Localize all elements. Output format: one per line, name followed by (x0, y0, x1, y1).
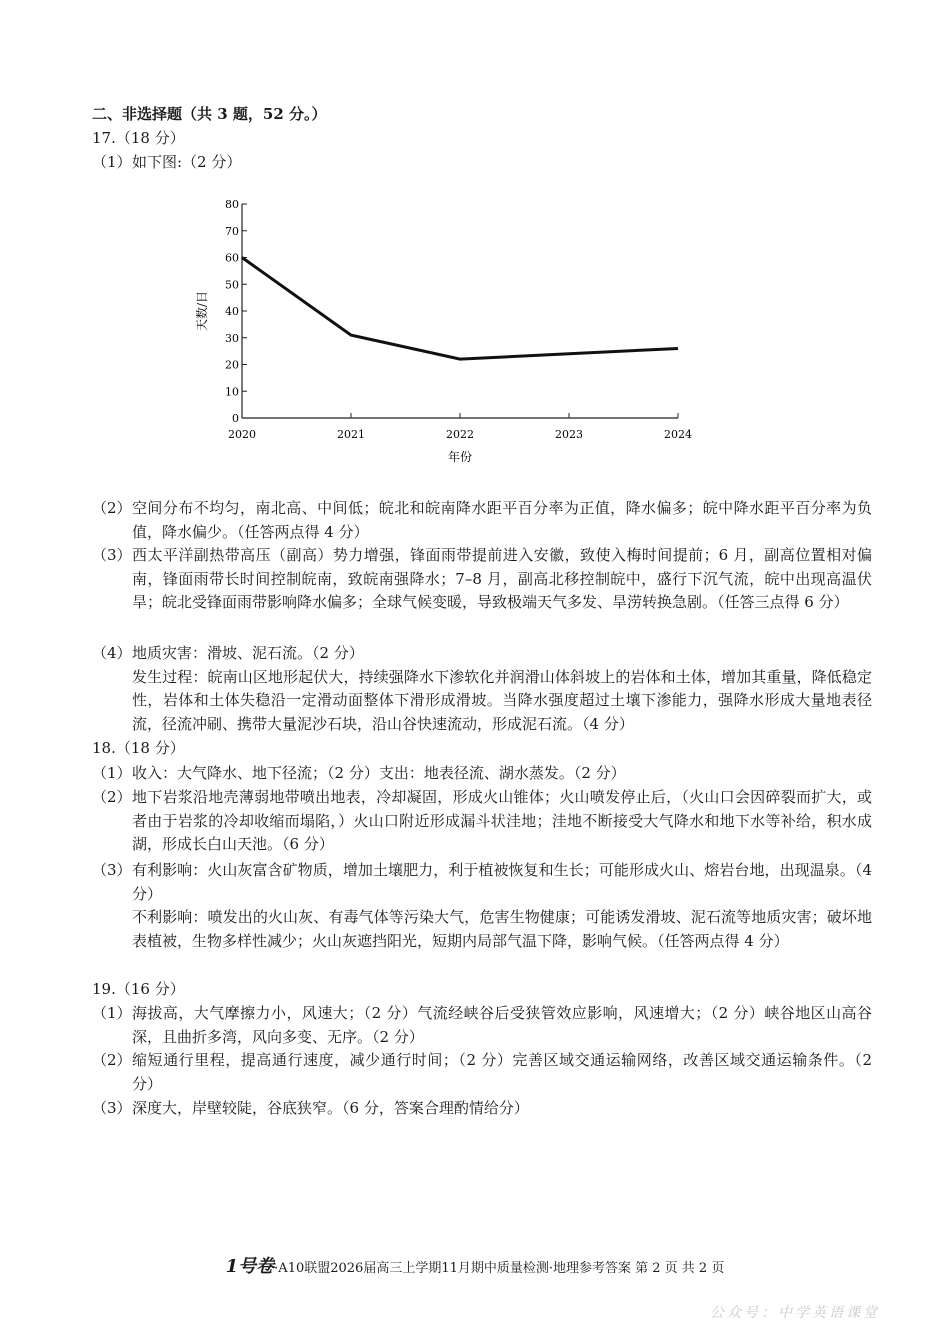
y-tick-label: 20 (225, 358, 239, 372)
q19-part2-label: （2） (92, 1051, 132, 1069)
y-tick-label: 10 (225, 385, 239, 399)
q17-part4-label: （4） (92, 644, 132, 662)
q17-part4 (92, 642, 872, 736)
q18-part2-label: （2） (92, 788, 132, 806)
x-tick-label: 2024 (664, 428, 692, 441)
footer-text: ·A10联盟2026届高三上学期11月期中质量检测·地理参考答案 第 2 页 共 2 页 (274, 1261, 725, 1276)
page-footer (0, 1252, 950, 1278)
q17-part1 (92, 151, 872, 175)
q19-header: 19.（16 分） (92, 980, 185, 998)
q17-part4-text1: 地质灾害：滑坡、泥石流。（2 分） (132, 644, 364, 662)
q19-part3 (92, 1097, 872, 1121)
x-tick-label: 2023 (555, 428, 583, 441)
x-tick-label: 2021 (337, 428, 365, 441)
q18-header: 18.（18 分） (92, 739, 185, 757)
q18-part2-text: 地下岩浆沿地壳薄弱地带喷出地表，冷却凝固，形成火山锥体；火山喷发停止后，（火山口会因碎裂而扩大，或者由于岩浆的冷却收缩而塌陷，）火山口附近形成漏斗状洼地；洼地不断接受大气降水和地下水等补给，积水成湖，形成长白山天池。（6 分） (132, 788, 872, 853)
y-tick-label: 80 (225, 198, 239, 211)
q18-part3-label: （3） (92, 861, 132, 879)
q17-part1-label: （1） (92, 153, 132, 171)
q18-part3-text2: 不利影响：喷发出的火山灰、有毒气体等污染大气，危害生物健康；可能诱发滑坡、泥石流等地质灾害；破坏地表植被，生物多样性减少；火山灰遮挡阳光，短期内局部气温下降，影响气候。（任答两点得 4 分） (132, 908, 872, 950)
series-line-days (242, 258, 678, 360)
y-tick-label: 0 (232, 412, 239, 425)
watermark: 公众号：中学英语课堂 (710, 1305, 880, 1321)
q19-part1 (92, 1002, 872, 1049)
y-tick-label: 70 (225, 224, 239, 238)
q19-part2 (92, 1049, 872, 1096)
q17-part2-text: 空间分布不均匀，南北高、中间低；皖北和皖南降水距平百分率为正值，降水偏多；皖中降水距平百分率为负值，降水偏少。（任答两点得 4 分） (132, 499, 872, 541)
section-title: 二、非选择题（共 3 题，52 分。） (92, 105, 327, 123)
x-axis-label: 年份 (447, 450, 473, 464)
q19-part3-label: （3） (92, 1099, 132, 1117)
q19-part1-text: 海拔高，大气摩擦力小，风速大；（2 分）气流经峡谷后受狭管效应影响，风速增大；（2 分）峡谷地区山高谷深，且曲折多湾，风向多变、无序。（2 分） (132, 1004, 872, 1046)
x-tick-label: 2022 (446, 428, 474, 441)
brand-logo: 1号卷 (225, 1256, 275, 1277)
q17-part3 (92, 544, 872, 615)
y-axis-label: 天数/日 (195, 290, 209, 332)
y-tick-label: 30 (225, 331, 239, 345)
q19-part2-text: 缩短通行里程，提高通行速度，减少通行时间；（2 分）完善区域交通运输网络，改善区域交通运输条件。（2 分） (132, 1051, 872, 1093)
q17-part3-text: 西太平洋副热带高压（副高）势力增强，锋面雨带提前进入安徽，致使入梅时间提前；6 月，副高位置相对偏南，锋面雨带长时间控制皖南，致皖南强降水；7–8 月，副高北移控制皖中，盛行下沉气流，皖中出现高温伏旱；皖北受锋面雨带影响降水偏多；全球气候变暖，导致极端天气多发、旱涝转换急剧。（任答三点得 6 分） (132, 546, 872, 611)
y-tick-label: 40 (225, 305, 239, 318)
q18-part1-text: 收入：大气降水、地下径流；（2 分）支出：地表径流、湖水蒸发。（2 分） (132, 764, 626, 782)
q17-part1-text: 如下图:（2 分） (132, 153, 242, 171)
q18-part1-label: （1） (92, 764, 132, 782)
y-axis-ticks (225, 198, 247, 425)
q17-header: 17.（18 分） (92, 129, 185, 147)
x-tick-label: 2020 (228, 428, 256, 441)
line-chart (190, 188, 710, 478)
y-tick-label: 50 (225, 278, 239, 292)
q18-part3-text1: 有利影响：火山灰富含矿物质，增加土壤肥力，利于植被恢复和生长；可能形成火山、熔岩台地，出现温泉。（4 分） (132, 861, 872, 903)
q17-part3-label: （3） (92, 546, 132, 564)
q19-part3-text: 深度大，岸壁较陡，谷底狭窄。（6 分，答案合理酌情给分） (132, 1099, 529, 1117)
q17-part4-text2: 发生过程：皖南山区地形起伏大，持续强降水下渗软化并润滑山体斜坡上的岩体和土体，增加其重量，降低稳定性，岩体和土体失稳沿一定滑动面整体下滑形成滑坡。当降水强度超过土壤下渗能力，强降水形成大量地表径流，径流冲刷、携带大量泥沙石块，沿山谷快速流动，形成泥石流。（4 分） (132, 667, 872, 733)
q18-part2 (92, 786, 872, 857)
q17-part2-label: （2） (92, 499, 132, 517)
q17-part2 (92, 497, 872, 544)
q19-part1-label: （1） (92, 1004, 132, 1022)
q18-part3 (92, 859, 872, 953)
q18-part1 (92, 762, 872, 786)
y-tick-label: 60 (225, 251, 239, 265)
x-axis-ticks (228, 413, 692, 441)
